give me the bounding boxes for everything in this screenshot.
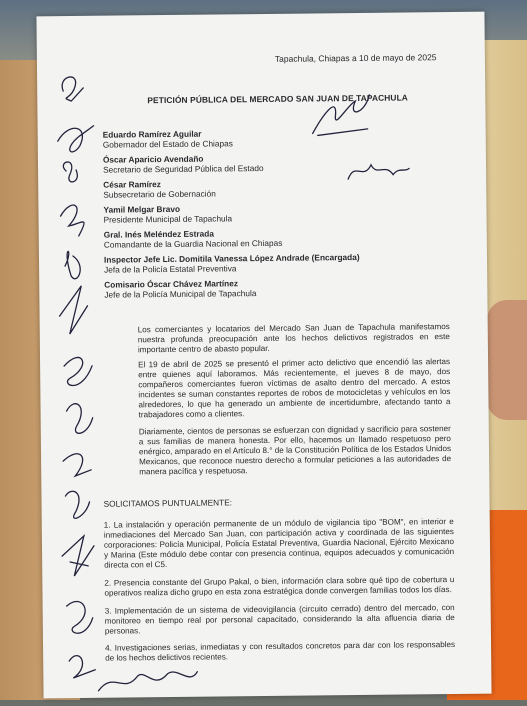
background-hand	[487, 300, 527, 420]
recipient-name: Yamil Melgar Bravo	[103, 203, 181, 215]
recipient-name: Óscar Aparicio Avendaño	[102, 153, 204, 165]
signature-right	[343, 150, 413, 191]
recipient-name: Comisario Óscar Chávez Martínez	[104, 278, 239, 290]
recipient-name: Gral. Inés Meléndez Estrada	[103, 228, 214, 240]
request-item: 1. La instalación y operación permanente de un módulo de vigilancia tipo "BOM", en interior e inmediaciones del Mercado San Juan, con participación activa y coordinada de las siguientes corporaciones: Policía Municipal, Policía Estatal Preventiva, Guardia Nacional, Ejército Mexicano y Marina (Este módulo debe contar con presencia continua, equipos adecuados y comunicación directa con el C5.	[103, 517, 455, 570]
signature-bottom	[93, 660, 203, 701]
recipient-role: Comandante de la Guardia Nacional en Chiapas	[103, 237, 283, 250]
recipient-name: Eduardo Ramírez Aguilar	[102, 128, 202, 140]
paragraph-text: Los comerciantes y locatarios del Mercado San Juan de Tapachula manifestamos nuestra profunda preocupación ante los hechos delictivos registrados en este importante centro de abasto popular.	[137, 322, 450, 355]
paragraph	[102, 322, 450, 356]
recipient-role: Subsecretario de Gobernación	[103, 188, 216, 200]
recipient	[103, 178, 216, 199]
recipient-role: Gobernador del Estado de Chiapas	[102, 138, 233, 150]
recipient-name: César Ramírez	[103, 179, 161, 190]
requests-subtitle: SOLICITAMOS PUNTUALMENTE:	[103, 497, 233, 509]
date-line: Tapachula, Chiapas a 10 de mayo de 2025	[274, 52, 437, 64]
request-item: 3. Implementación de un sistema de videovigilancia (circuito cerrado) dentro del mercado, con monitoreo en tiempo real por personal capacitado, considerando la alta afluencia diaria de personas.	[104, 603, 455, 636]
recipient	[103, 128, 233, 149]
recipient-name: Inspector Jefe Lic. Domitila Vanessa López Andrade (Encargada)	[103, 251, 360, 265]
recipient-role: Secretario de Seguridad Pública del Estado	[102, 162, 264, 175]
paragraph-text: Diariamente, cientos de personas se esfuerzan con dignidad y sacrificio para sostener a sus familias de manera honesta. Por ello, hacemos un llamado respetuoso pero enérgico, amparado en el Artículo 8.° de la Constitución Política de los Estados Unidos Mexicanos, que reconoce nuestro derecho a formular peticiones a las autoridades de manera pacífica y respetuosa.	[138, 424, 452, 477]
recipient	[103, 203, 232, 224]
recipient	[104, 228, 283, 250]
petition-document	[36, 12, 491, 699]
paragraph	[103, 424, 452, 478]
request-item: 2. Presencia constante del Grupo Pakal, o bien, información clara sobre qué tipo de cobertura u operativos realiza dicho grupo en esta zona estratégica donde convergen familias todos los días.	[104, 575, 455, 598]
request-item: 4. Investigaciones serias, inmediatas y con resultados concretos para dar con los responsables de los hechos delictivos recientes.	[105, 640, 456, 663]
recipient-role: Presidente Municipal de Tapachula	[103, 213, 233, 225]
paragraph-text: El 19 de abril de 2025 se presentó el primer acto delictivo que encendió las alertas entre quienes aquí laboramos. Más recientemente, el jueves 8 de mayo, dos compañeros comerciantes fueron víctimas de asalto dentro del mercado. A estos incidentes se suman constantes reportes de robos de motocicletas y vehículos en los alrededores, lo que ha generado un ambiente de incertidumbre, afectando tanto a trabajadores como a clientes.	[138, 357, 451, 420]
recipient	[104, 278, 256, 300]
recipient	[103, 153, 264, 175]
margin-signatures	[49, 66, 116, 706]
document-title: PETICIÓN PÚBLICA DEL MERCADO SAN JUAN DE TAPACHULA	[147, 92, 408, 106]
recipient	[104, 252, 360, 275]
recipient-role: Jefa de la Policía Estatal Preventiva	[104, 263, 237, 275]
paragraph	[102, 357, 451, 421]
signature-top-right	[307, 85, 378, 146]
recipient-role: Jefe de la Policía Municipal de Tapachula	[104, 288, 257, 300]
